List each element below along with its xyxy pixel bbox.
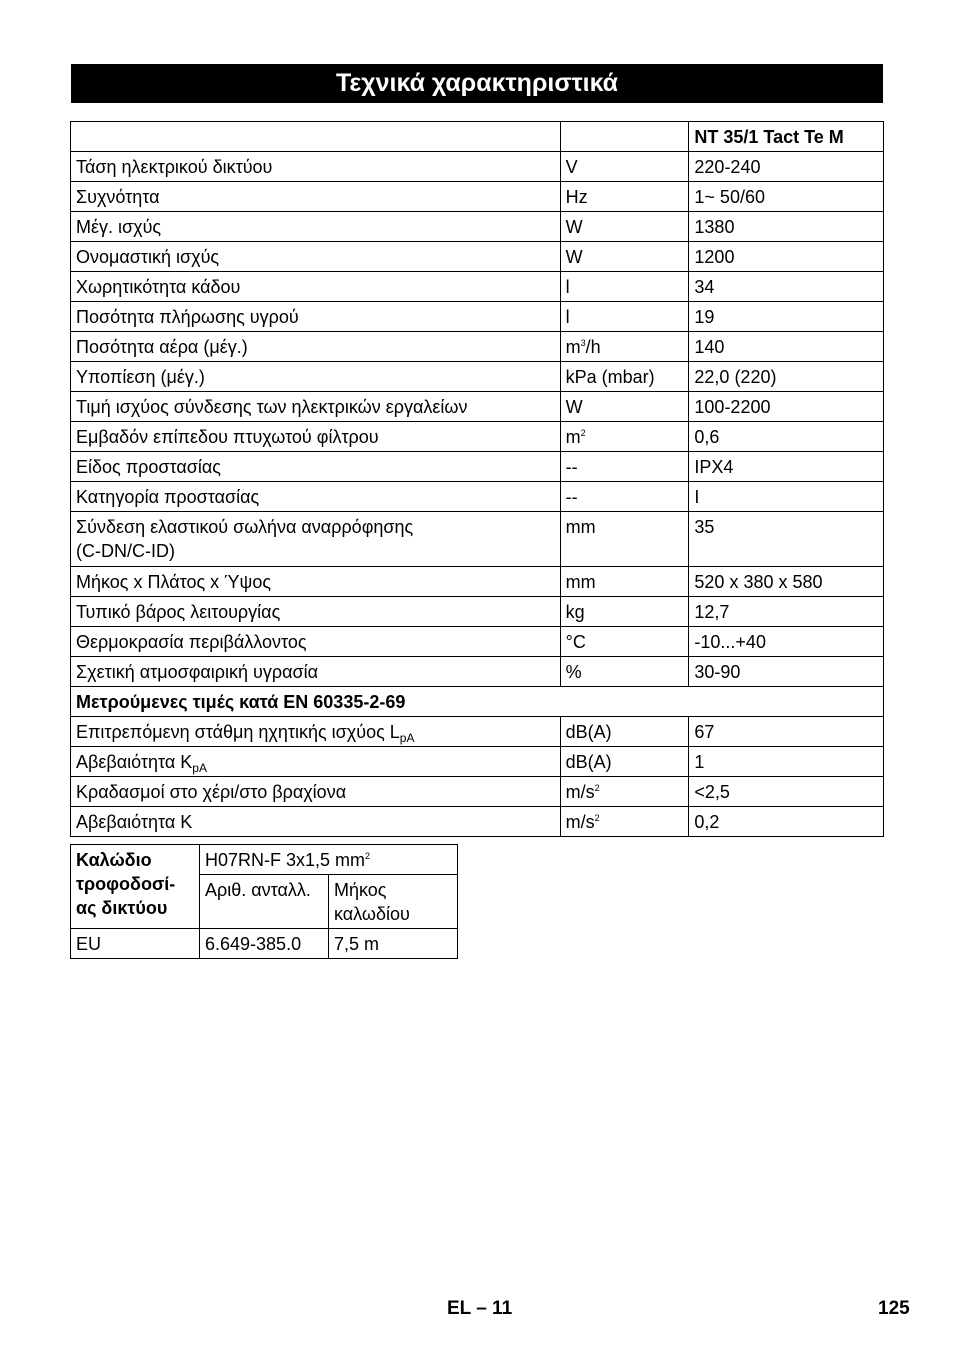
spec-value: 0,2 [689,807,884,837]
spec-unit: kg [560,597,689,627]
spec-unit: Hz [560,182,689,212]
spec-unit: % [560,657,689,687]
table-row [71,182,884,212]
table-row [71,777,884,807]
spec-value: 35 [689,512,884,567]
spec-value: 67 [689,717,884,747]
unit-superscript: 2 [365,851,371,861]
spec-value: 19 [689,302,884,332]
spec-label [71,512,561,567]
spec-unit: W [560,392,689,422]
header-line: καλωδίου [334,904,410,924]
table-row [71,567,884,597]
spec-value: 520 x 380 x 580 [689,567,884,597]
spec-label: Κραδασμοί στο χέρι/στο βραχίονα [71,777,561,807]
table-row [71,272,884,302]
spec-value: 30-90 [689,657,884,687]
heading-line: ας δικτύου [76,898,168,918]
cable-length: 7,5 m [329,929,458,959]
spec-unit: mm [560,512,689,567]
label-line: (C-DN/C-ID) [76,541,175,561]
spec-value: 1380 [689,212,884,242]
label-line: Σύνδεση ελαστικού σωλήνα αναρρόφησης [76,517,414,537]
spec-unit: kPa (mbar) [560,362,689,392]
spec-unit [560,422,689,452]
header-line: Μήκος [334,880,387,900]
table-row [71,747,884,777]
spec-value: 22,0 (220) [689,362,884,392]
spec-value: I [689,482,884,512]
page-number: 125 [878,1298,910,1319]
spec-label: Τάση ηλεκτρικού δικτύου [71,152,561,182]
spec-unit [560,332,689,362]
table-row [71,242,884,272]
spec-label: Υποπίεση (μέγ.) [71,362,561,392]
cable-heading [71,845,200,929]
table-cell [560,122,689,152]
table-row [71,597,884,627]
table-header-row [71,122,884,152]
table-row [71,212,884,242]
spec-label: Εμβαδόν επίπεδου πτυχωτού φίλτρου [71,422,561,452]
spec-label: Αβεβαιότητα K [71,807,561,837]
label-subscript: pA [192,761,207,775]
spec-unit: W [560,212,689,242]
table-row [71,657,884,687]
unit-text: m [565,337,581,357]
table-row [71,512,884,567]
table-row [71,302,884,332]
cable-part-number: 6.649-385.0 [200,929,329,959]
spec-label: Είδος προστασίας [71,452,561,482]
spec-value: -10...+40 [689,627,884,657]
spec-label: Μήκος x Πλάτος x Ύψος [71,567,561,597]
spec-label: Τιμή ισχύος σύνδεσης των ηλεκτρικών εργαλείων [71,392,561,422]
unit-superscript: 3 [580,338,586,348]
table-row [71,717,884,747]
table-row [71,452,884,482]
heading-line: Καλώδιο [76,850,152,870]
measured-values-heading: Μετρούμενες τιμές κατά EN 60335-2-69 [71,687,884,717]
spec-unit: -- [560,482,689,512]
spec-value: 100-2200 [689,392,884,422]
spec-unit: mm [560,567,689,597]
spec-value: <2,5 [689,777,884,807]
spec-unit: °C [560,627,689,657]
table-row [71,807,884,837]
label-subscript: pA [399,731,415,745]
unit-text: m [565,427,581,447]
spec-value: 34 [689,272,884,302]
spec-unit: W [560,242,689,272]
page-section-label: EL – 11 [447,1298,513,1319]
part-number-header: Αριθ. ανταλλ. [200,875,329,929]
unit-superscript: 2 [594,813,600,823]
spec-label [71,717,561,747]
page-title: Τεχνικά χαρακτηριστικά [71,64,883,103]
table-row [71,152,884,182]
cable-type-text: H07RN-F 3x1,5 mm [205,850,366,870]
spec-label: Ποσότητα αέρα (μέγ.) [71,332,561,362]
cable-region: EU [71,929,200,959]
cable-type [200,845,458,875]
heading-line: τροφοδοσί- [76,874,176,894]
table-row [71,627,884,657]
spec-value: 1 [689,747,884,777]
spec-unit: V [560,152,689,182]
spec-unit: -- [560,452,689,482]
unit-text: m/s [565,812,595,832]
model-name: NT 35/1 Tact Te M [689,122,884,152]
table-row [71,392,884,422]
spec-label: Θερμοκρασία περιβάλλοντος [71,627,561,657]
spec-unit: dB(A) [560,717,689,747]
label-text: Αβεβαιότητα K [76,752,193,772]
spec-unit: dB(A) [560,747,689,777]
spec-value: 12,7 [689,597,884,627]
spec-value: 1200 [689,242,884,272]
spec-label: Σχετική ατμοσφαιρική υγρασία [71,657,561,687]
unit-superscript: 2 [580,428,586,438]
spec-label: Χωρητικότητα κάδου [71,272,561,302]
spec-label [71,747,561,777]
table-row [71,929,458,959]
spec-value: 1~ 50/60 [689,182,884,212]
spec-unit: l [560,272,689,302]
section-header-row [71,687,884,717]
spec-label: Συχνότητα [71,182,561,212]
spec-value: IPX4 [689,452,884,482]
table-row [71,422,884,452]
label-text: Επιτρεπόμενη στάθμη ηχητικής ισχύος L [76,722,400,742]
table-row [71,362,884,392]
table-row [71,482,884,512]
spec-label: Τυπικό βάρος λειτουργίας [71,597,561,627]
unit-text: m/s [565,782,595,802]
spec-label: Μέγ. ισχύς [71,212,561,242]
unit-superscript: 2 [594,783,600,793]
spec-label: Ονομαστική ισχύς [71,242,561,272]
spec-value: 220-240 [689,152,884,182]
spec-unit: l [560,302,689,332]
table-row [71,332,884,362]
spec-unit [560,777,689,807]
table-cell [71,122,561,152]
table-row [71,845,458,875]
spec-unit [560,807,689,837]
spec-label: Κατηγορία προστασίας [71,482,561,512]
spec-value: 0,6 [689,422,884,452]
spec-label: Ποσότητα πλήρωσης υγρού [71,302,561,332]
spec-value: 140 [689,332,884,362]
power-cable-table [70,844,458,959]
cable-length-header [329,875,458,929]
technical-data-table [70,121,884,837]
unit-text: /h [585,337,601,357]
